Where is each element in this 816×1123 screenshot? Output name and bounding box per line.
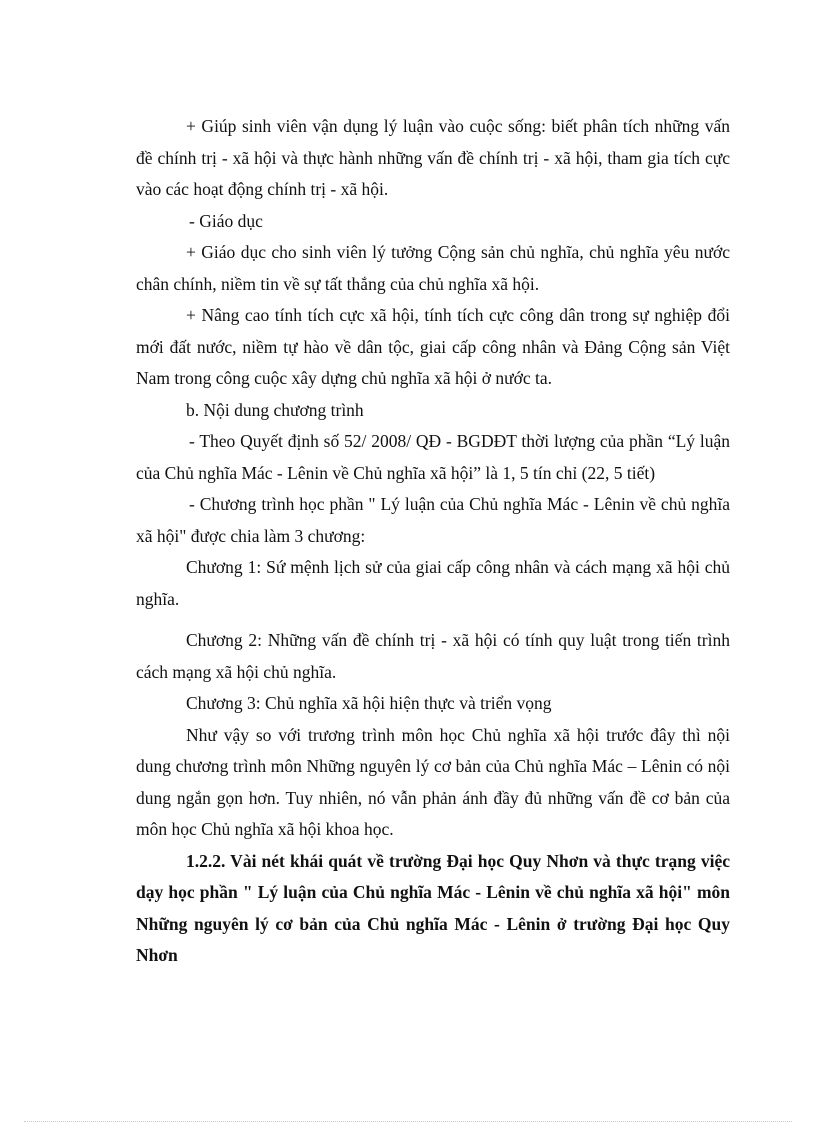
paragraph-summary: Như vậy so với trương trình môn học Chủ nghĩa xã hội trước đây thì nội dung chương trình môn Những nguyên lý cơ bản của Chủ nghĩa Mác – Lênin có nội dung ngắn gọn hơn. Tuy nhiên, nó vẫn phản ánh đầy đủ những vấn đề cơ bản của môn học Chủ nghĩa xã hội khoa học. xyxy=(136,724,730,839)
paragraph-chapter-2: Chương 2: Những vấn đề chính trị - xã hội có tính quy luật trong tiến trình cách mạng xã hội chủ nghĩa. xyxy=(136,630,730,682)
page-bottom-divider xyxy=(24,1121,792,1122)
paragraph-education-heading: - Giáo dục xyxy=(189,210,263,231)
paragraph-program-structure: - Chương trình học phần " Lý luận của Chủ nghĩa Mác - Lênin về chủ nghĩa xã hội" được chia làm 3 chương: xyxy=(136,494,730,546)
document-body xyxy=(136,111,730,972)
paragraph-decision: - Theo Quyết định số 52/ 2008/ QĐ - BGDĐT thời lượng của phần “Lý luận của Chủ nghĩa Mác - Lênin về Chủ nghĩa xã hội” là 1, 5 tín chỉ (22, 5 tiết) xyxy=(136,431,730,483)
paragraph-education-ideal: + Giáo dục cho sinh viên lý tưởng Cộng sản chủ nghĩa, chủ nghĩa yêu nước chân chính, niềm tin về sự tất thắng của chủ nghĩa xã hội. xyxy=(136,242,730,294)
paragraph-education-activeness: + Nâng cao tính tích cực xã hội, tính tích cực công dân trong sự nghiệp đổi mới đất nước, niềm tự hào về dân tộc, giai cấp công nhân và Đảng Cộng sản Việt Nam trong công cuộc xây dựng chủ nghĩa xã hội ở nước ta. xyxy=(136,305,730,388)
paragraph-chapter-3: Chương 3: Chủ nghĩa xã hội hiện thực và triển vọng xyxy=(186,693,552,713)
paragraph-objective-apply: + Giúp sinh viên vận dụng lý luận vào cuộc sống: biết phân tích những vấn đề chính trị - xã hội và thực hành những vấn đề chính trị - xã hội, tham gia tích cực vào các hoạt động chính trị - xã hội. xyxy=(136,116,730,199)
paragraph-program-content-heading: b. Nội dung chương trình xyxy=(186,399,364,420)
section-heading-1-2-2: 1.2.2. Vài nét khái quát về trường Đại học Quy Nhơn và thực trạng việc dạy học phần " Lý luận của Chủ nghĩa Mác - Lênin về chủ nghĩa xã hội" môn Những nguyên lý cơ bản của Chủ nghĩa Mác - Lênin ở trường Đại học Quy Nhơn xyxy=(136,850,730,965)
paragraph-chapter-1: Chương 1: Sứ mệnh lịch sử của giai cấp công nhân và cách mạng xã hội chủ nghĩa. xyxy=(136,557,730,609)
